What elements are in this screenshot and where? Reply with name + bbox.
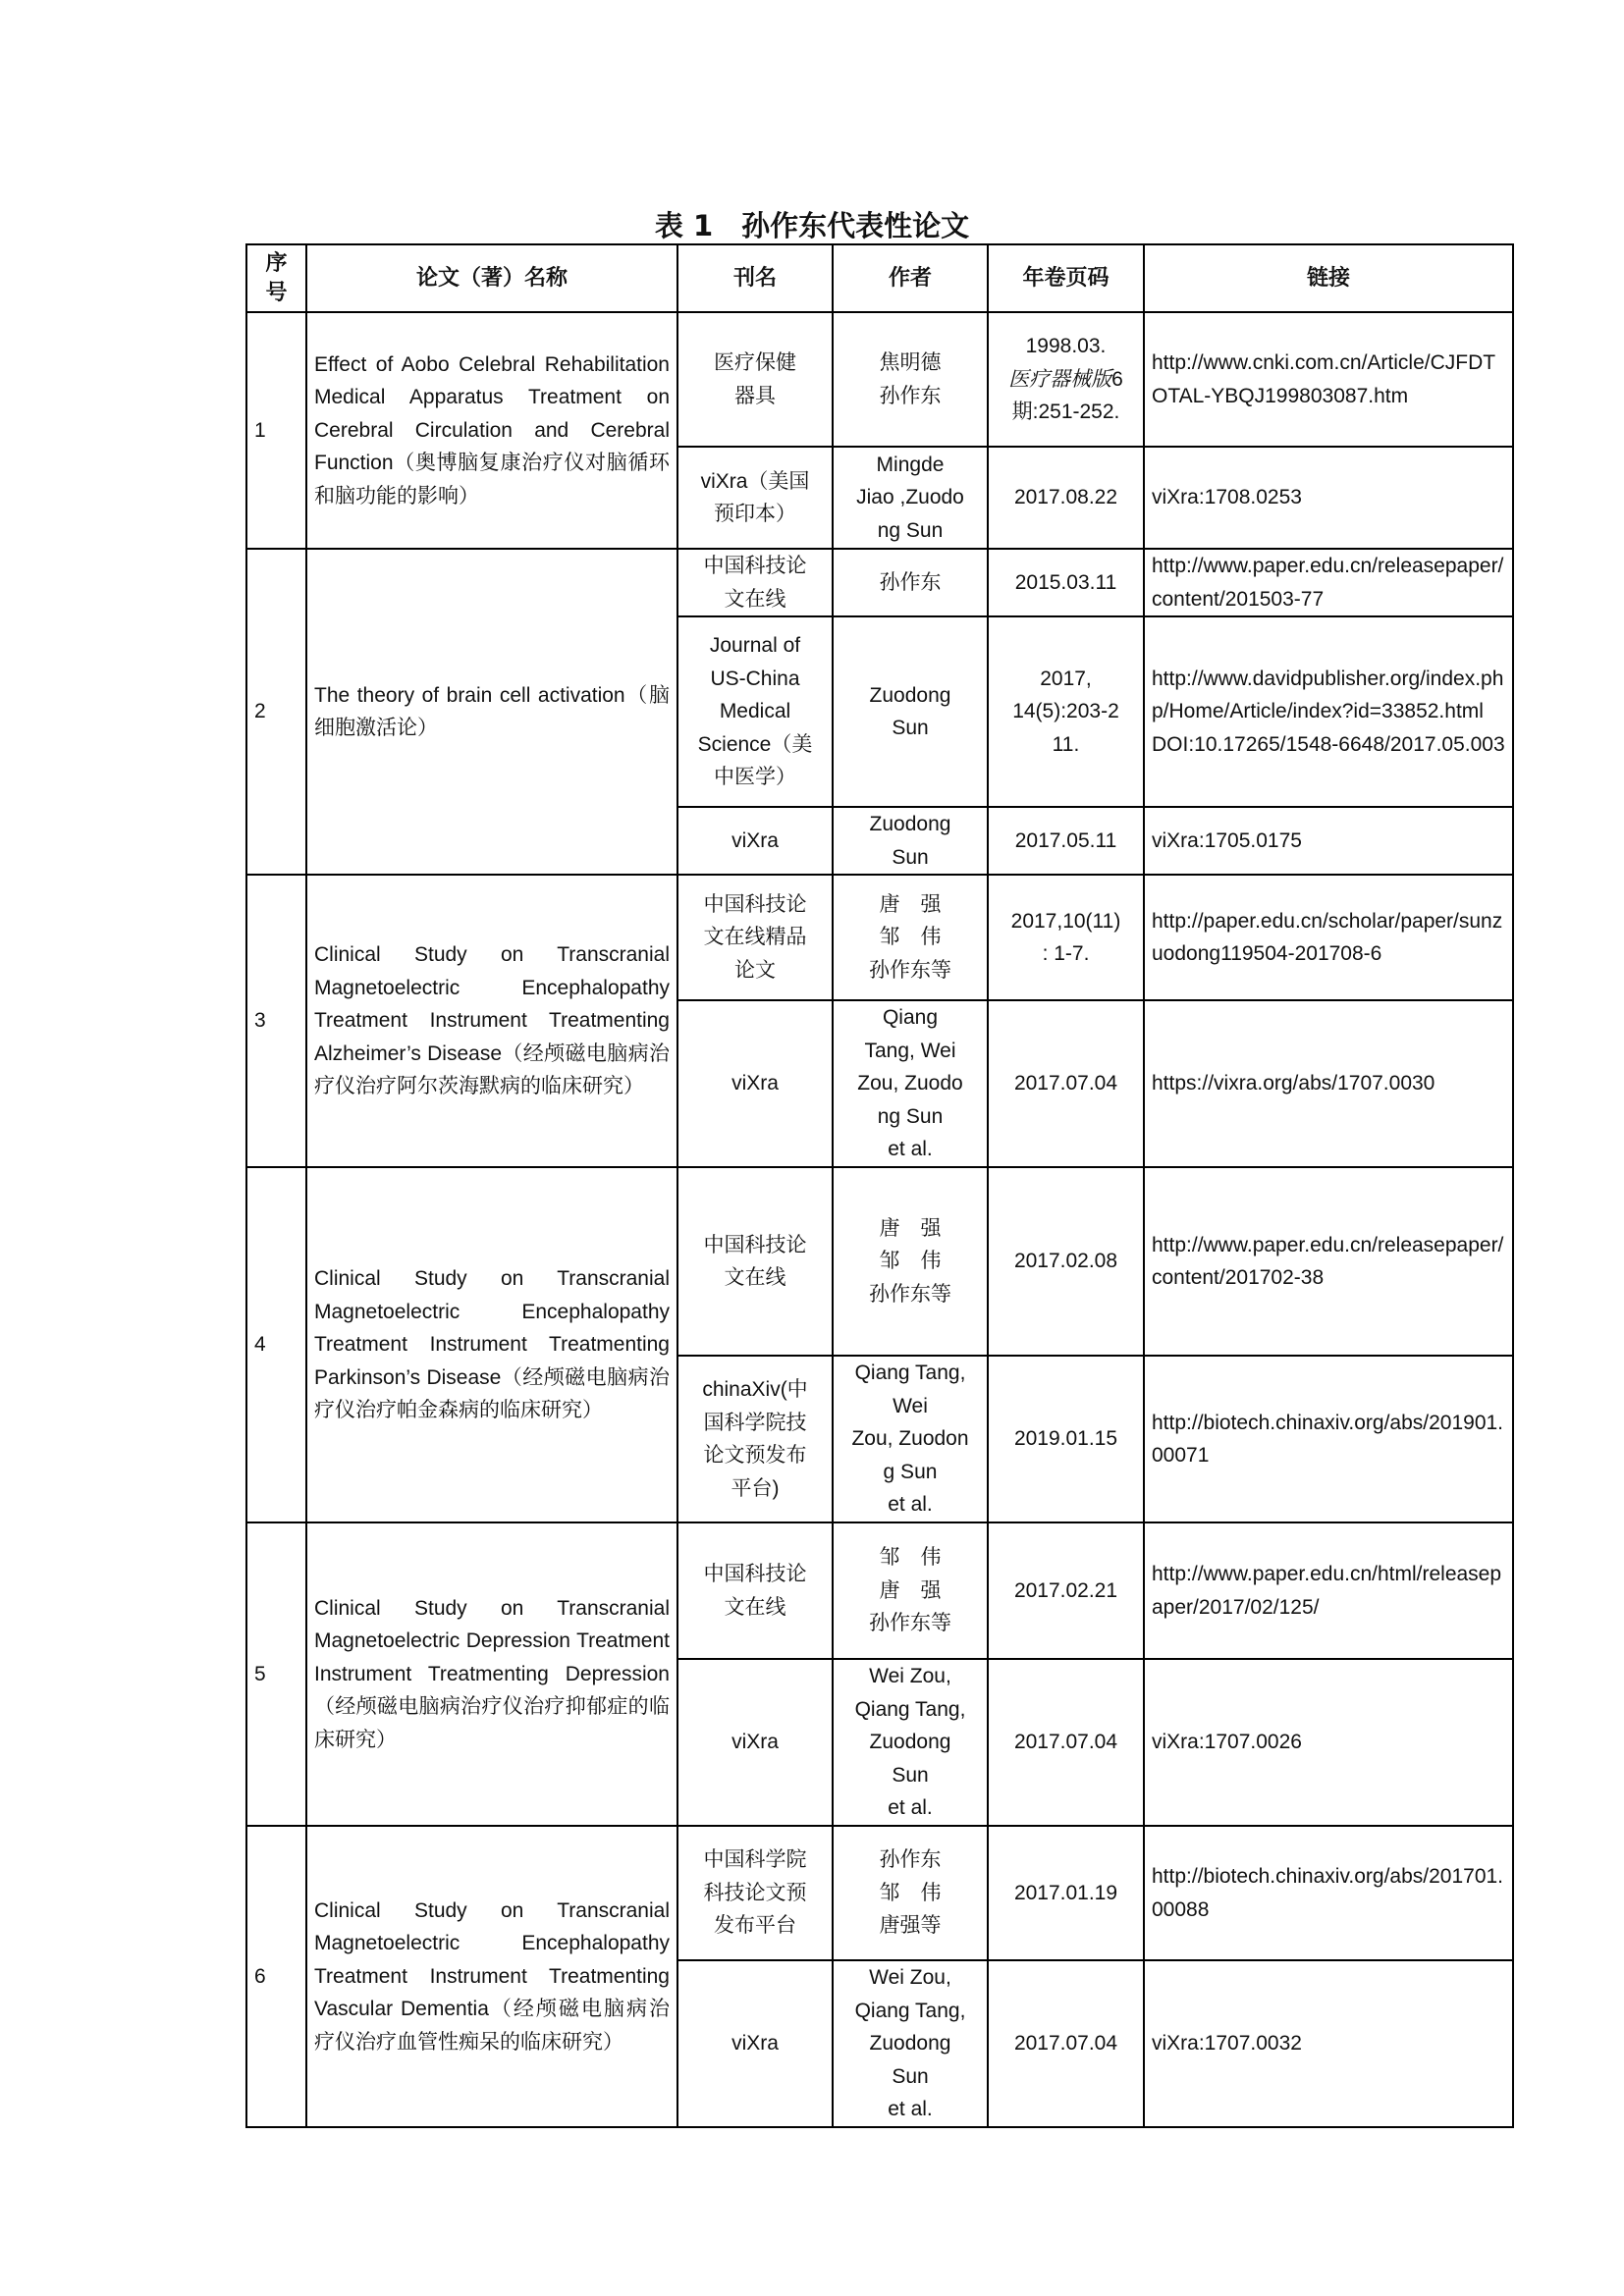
author-names: 邹 伟 唐 强 孙作东等 (833, 1522, 988, 1659)
journal-name: 中国科技论 文在线精品 论文 (677, 875, 833, 1000)
author-names: Zuodong Sun (833, 807, 988, 875)
date-part: 6 期:251-252. (1011, 367, 1123, 424)
publication-date: 2017,10(11) : 1-7. (988, 875, 1144, 1000)
journal-name: viXra (677, 1000, 833, 1167)
paper-number: 6 (246, 1826, 306, 2127)
paper-title: Clinical Study on Transcranial Magnetoelectric Depression Treatment Instrument Treatmenting Depression（经颅磁电脑病治疗仪治疗抑郁症的临床研究） (306, 1522, 677, 1826)
header-date: 年卷页码 (988, 244, 1144, 312)
paper-link[interactable]: viXra:1708.0253 (1144, 447, 1513, 549)
header-no: 序 号 (246, 244, 306, 312)
author-names: Wei Zou, Qiang Tang, Zuodong Sun et al. (833, 1960, 988, 2127)
journal-name: 中国科技论 文在线 (677, 1167, 833, 1356)
table-row (246, 875, 1513, 1000)
paper-link[interactable]: http://www.davidpublisher.org/index.php/Home/Article/index?id=33852.html DOI:10.17265/1548-6648/2017.05.003 (1144, 616, 1513, 807)
author-names: 孙作东 (833, 549, 988, 616)
journal-name: viXra (677, 1659, 833, 1826)
paper-link[interactable]: http://www.paper.edu.cn/releasepaper/content/201702-38 (1144, 1167, 1513, 1356)
publication-date: 2015.03.11 (988, 549, 1144, 616)
author-names: 孙作东 邹 伟 唐强等 (833, 1826, 988, 1960)
table-caption: 表 1 孙作东代表性论文 (654, 209, 970, 242)
publication-date: 2017.07.04 (988, 1000, 1144, 1167)
author-names: Qiang Tang, Wei Zou, Zuodon g Sun et al. (833, 1356, 988, 1522)
journal-name: viXra (677, 1960, 833, 2127)
publication-date: 2017, 14(5):203-2 11. (988, 616, 1144, 807)
author-names: Mingde Jiao ,Zuodo ng Sun (833, 447, 988, 549)
header-author: 作者 (833, 244, 988, 312)
paper-link[interactable]: viXra:1707.0026 (1144, 1659, 1513, 1826)
header-journal: 刊名 (677, 244, 833, 312)
paper-link[interactable]: viXra:1707.0032 (1144, 1960, 1513, 2127)
date-part: 1998.03. (1025, 335, 1107, 358)
papers-table (245, 243, 1514, 2128)
table-row (246, 312, 1513, 447)
author-names: Zuodong Sun (833, 616, 988, 807)
journal-name: viXra (677, 807, 833, 875)
paper-number: 5 (246, 1522, 306, 1826)
publication-date (988, 312, 1144, 447)
publication-date: 2017.01.19 (988, 1826, 1144, 1960)
publication-date: 2017.05.11 (988, 807, 1144, 875)
paper-title: Clinical Study on Transcranial Magnetoelectric Encephalopathy Treatment Instrument Treatmenting Alzheimer’s Disease（经颅磁电脑病治疗仪治疗阿尔茨海默病的临床研究） (306, 875, 677, 1167)
paper-link[interactable]: http://biotech.chinaxiv.org/abs/201701.00088 (1144, 1826, 1513, 1960)
header-link: 链接 (1144, 244, 1513, 312)
paper-title: Clinical Study on Transcranial Magnetoelectric Encephalopathy Treatment Instrument Treatmenting Parkinson’s Disease（经颅磁电脑病治疗仪治疗帕金森病的临床研究） (306, 1167, 677, 1522)
author-names: 唐 强 邹 伟 孙作东等 (833, 1167, 988, 1356)
table-row (246, 1522, 1513, 1659)
publication-date: 2017.07.04 (988, 1659, 1144, 1826)
paper-title: Clinical Study on Transcranial Magnetoelectric Encephalopathy Treatment Instrument Treatmenting Vascular Dementia（经颅磁电脑病治疗仪治疗血管性痴呆的临床研究） (306, 1826, 677, 2127)
paper-number: 1 (246, 312, 306, 549)
date-source: 医疗器械版 (1008, 367, 1112, 391)
paper-link[interactable]: viXra:1705.0175 (1144, 807, 1513, 875)
journal-name: chinaXiv(中 国科学院技 论文预发布 平台) (677, 1356, 833, 1522)
paper-title: Effect of Aobo Celebral Rehabilitation Medical Apparatus Treatment on Cerebral Circulation and Cerebral Function（奥博脑复康治疗仪对脑循环和脑功能的影响） (306, 312, 677, 549)
paper-number: 3 (246, 875, 306, 1167)
paper-link[interactable]: http://paper.edu.cn/scholar/paper/sunzuodong119504-201708-6 (1144, 875, 1513, 1000)
author-names: Qiang Tang, Wei Zou, Zuodo ng Sun et al. (833, 1000, 988, 1167)
paper-link[interactable]: http://biotech.chinaxiv.org/abs/201901.00071 (1144, 1356, 1513, 1522)
table-row (246, 1167, 1513, 1356)
paper-title: The theory of brain cell activation（脑细胞激活论） (306, 549, 677, 875)
journal-name: Journal of US-China Medical Science（美 中医学） (677, 616, 833, 807)
publication-date: 2019.01.15 (988, 1356, 1144, 1522)
paper-link[interactable]: http://www.cnki.com.cn/Article/CJFDTOTAL-YBQJ199803087.htm (1144, 312, 1513, 447)
journal-name: 中国科技论 文在线 (677, 549, 833, 616)
table-row (246, 1826, 1513, 1960)
journal-name: 中国科学院 科技论文预 发布平台 (677, 1826, 833, 1960)
paper-link[interactable]: http://www.paper.edu.cn/releasepaper/content/201503-77 (1144, 549, 1513, 616)
paper-number: 2 (246, 549, 306, 875)
author-names: 焦明德 孙作东 (833, 312, 988, 447)
paper-link[interactable]: http://www.paper.edu.cn/html/releasepaper/2017/02/125/ (1144, 1522, 1513, 1659)
table-row (246, 549, 1513, 616)
journal-name: 医疗保健 器具 (677, 312, 833, 447)
publication-date: 2017.02.21 (988, 1522, 1144, 1659)
publication-date: 2017.08.22 (988, 447, 1144, 549)
author-names: 唐 强 邹 伟 孙作东等 (833, 875, 988, 1000)
header-title: 论文（著）名称 (306, 244, 677, 312)
paper-link[interactable]: https://vixra.org/abs/1707.0030 (1144, 1000, 1513, 1167)
paper-number: 4 (246, 1167, 306, 1522)
publication-date: 2017.02.08 (988, 1167, 1144, 1356)
publication-date: 2017.07.04 (988, 1960, 1144, 2127)
header-row (246, 244, 1513, 312)
journal-name: 中国科技论 文在线 (677, 1522, 833, 1659)
author-names: Wei Zou, Qiang Tang, Zuodong Sun et al. (833, 1659, 988, 1826)
journal-name: viXra（美国 预印本） (677, 447, 833, 549)
